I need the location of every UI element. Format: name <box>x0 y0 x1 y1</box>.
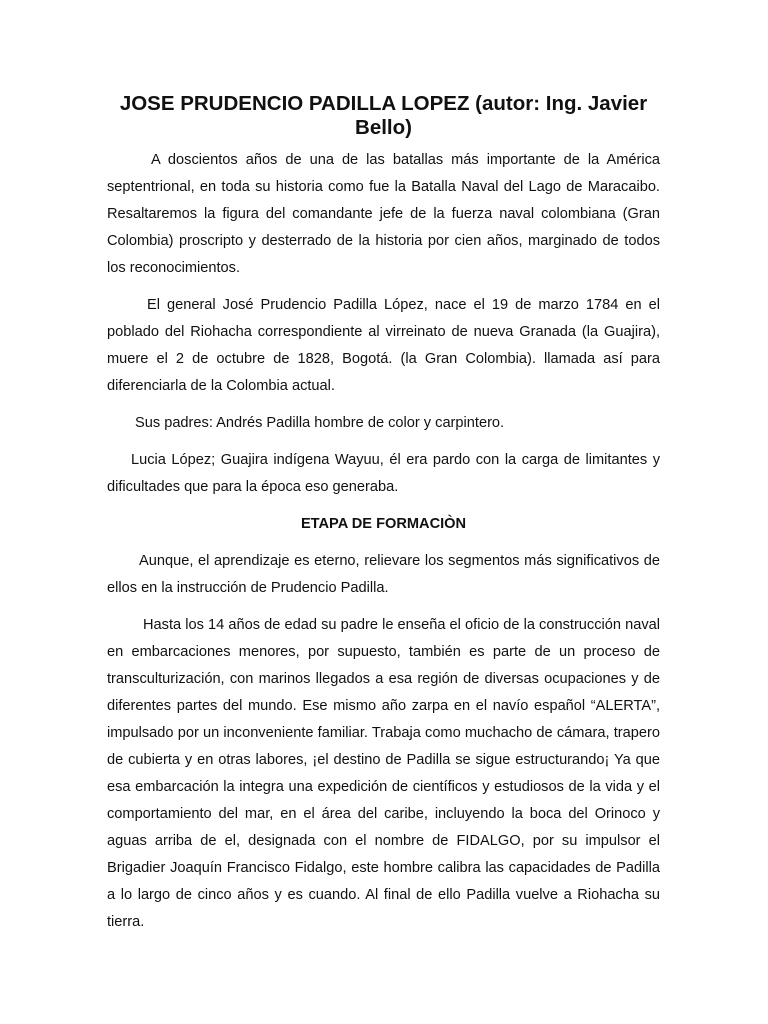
paragraph-learning: Aunque, el aprendizaje es eterno, relievare los segmentos más significativos de ellos en la instrucción de Prudencio Padilla. <box>107 553 660 596</box>
paragraph-father: Sus padres: Andrés Padilla hombre de color y carpintero. <box>135 415 505 431</box>
paragraph-training: Hasta los 14 años de edad su padre le enseña el oficio de la construcción naval en embarcaciones menores, por supuesto, también es parte de un proceso de transculturización, con marinos llegados a esa región de diversas ocupaciones y de diferentes partes del mundo. Ese mismo año zarpa en el navío español “ALERTA”, impulsado por un inconveniente familiar. Trabaja como muchacho de cámara, trapero de cubierta y en otras labores, ¡el destino de Padilla se sigue estructurando¡ Ya que esa embarcación la integra una expedición de científicos y estudiosos de la vida y el comportamiento del mar, en el área del caribe, incluyendo la boca del Orinoco y aguas arriba de el, designada con el nombre de FIDALGO, por su impulsor el Brigadier Joaquín Francisco Fidalgo, este hombre calibra las capacidades de Padilla a lo largo de cinco años y es cuando. Al final de ello Padilla vuelve a Riohacha su tierra. <box>107 617 660 930</box>
section-heading: ETAPA DE FORMACIÒN <box>300 516 467 532</box>
document-title: JOSE PRUDENCIO PADILLA LOPEZ (autor: Ing. Javier Bello) <box>119 92 648 139</box>
paragraph-mother: Lucia López; Guajira indígena Wayuu, él era pardo con la carga de limitantes y dificultades que para la época eso generaba. <box>107 452 660 495</box>
paragraph-birth: El general José Prudencio Padilla López, nace el 19 de marzo 1784 en el poblado del Riohacha correspondiente al virreinato de nueva Granada (la Guajira), muere el 2 de octubre de 1828, Bogotá. (la Gran Colombia). llamada así para diferenciarla de la Colombia actual. <box>107 297 660 394</box>
paragraph-intro: A doscientos años de una de las batallas más importante de la América septentrional, en toda su historia como fue la Batalla Naval del Lago de Maracaibo. Resaltaremos la figura del comandante jefe de la fuerza naval colombiana (Gran Colombia) proscripto y desterrado de la historia por cien años, marginado de todos los reconocimientos. <box>107 152 660 276</box>
document-page <box>107 92 660 946</box>
